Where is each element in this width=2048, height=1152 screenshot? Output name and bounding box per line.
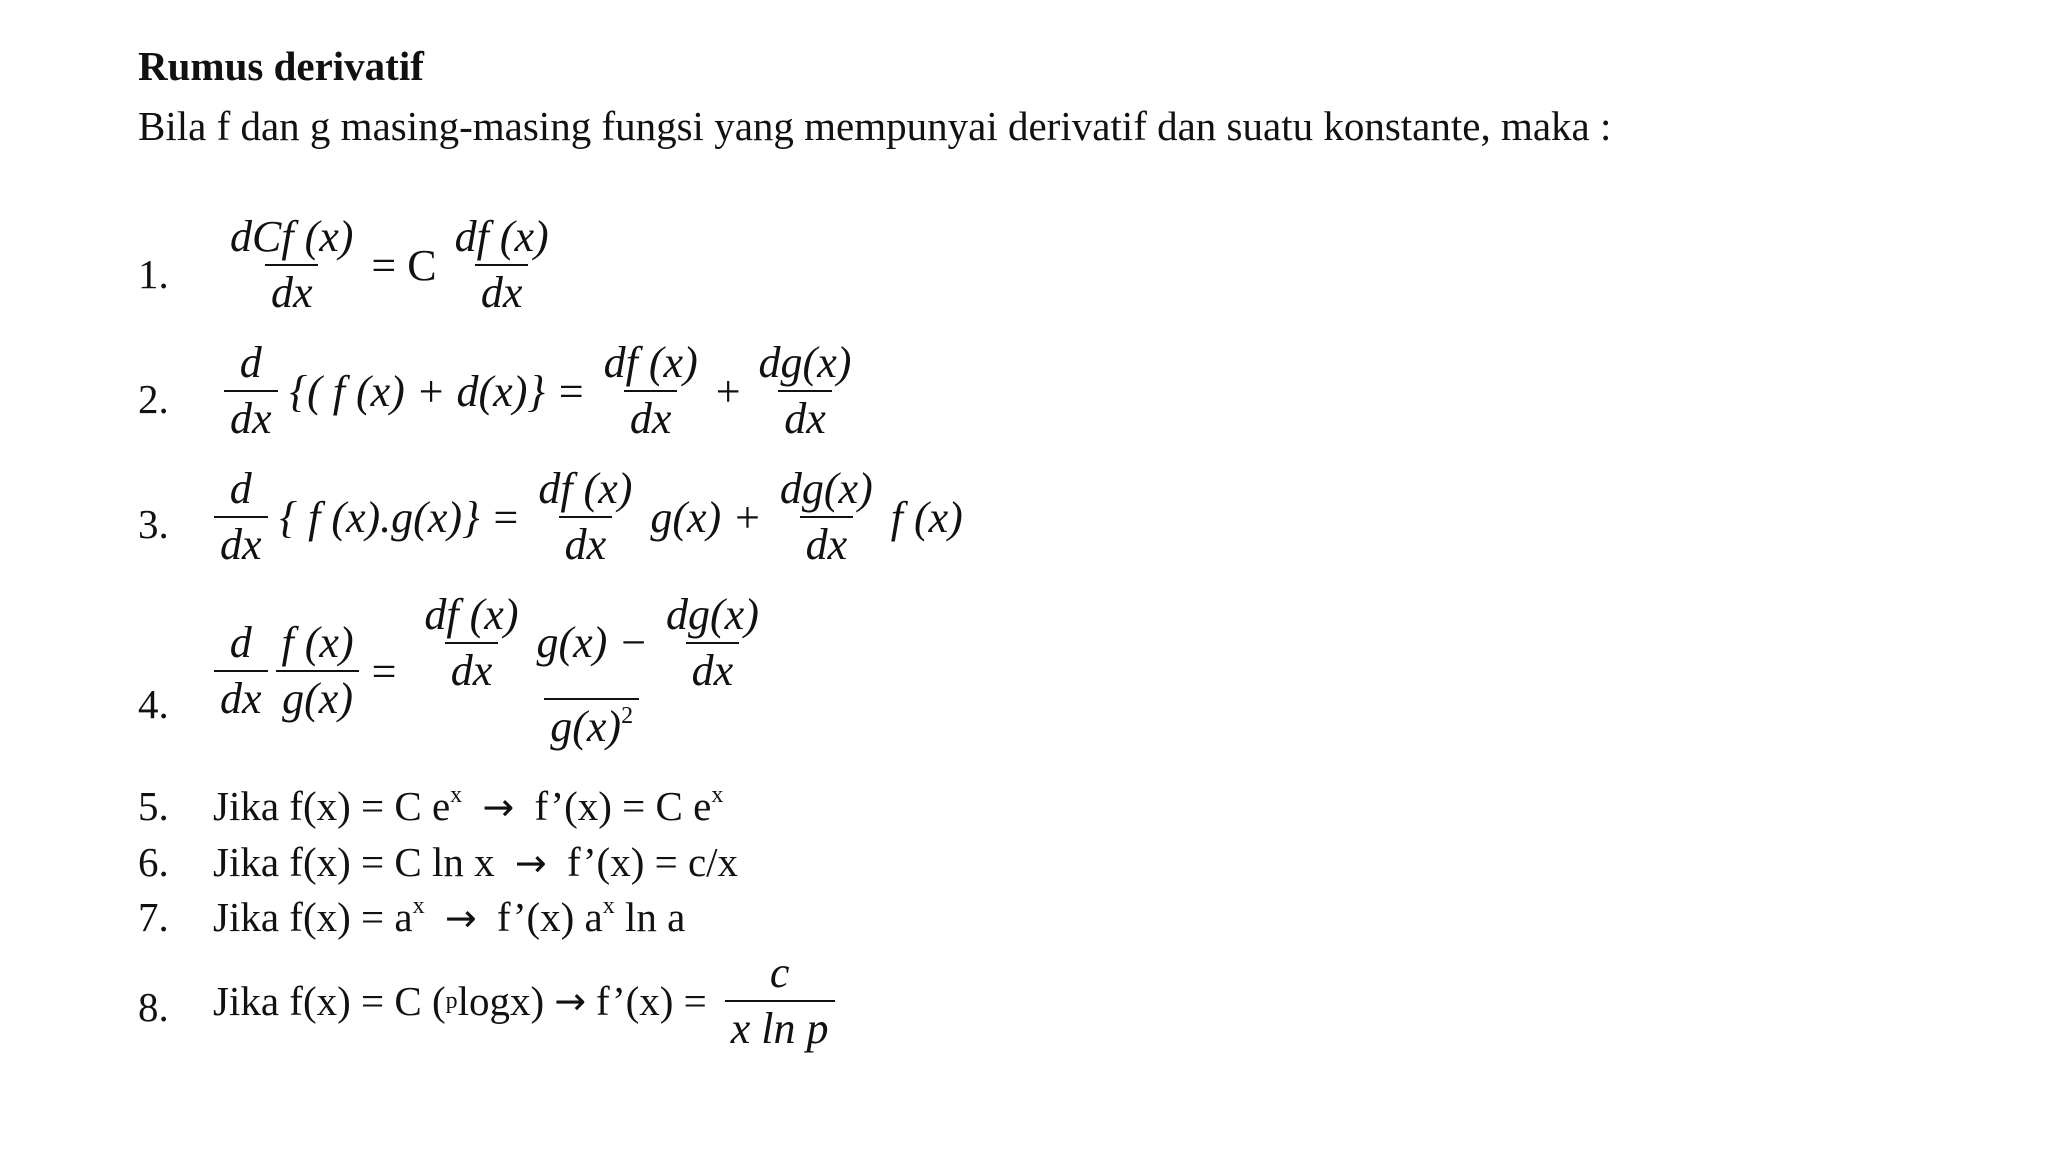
rule-7: Jika $f(x) = a^x$ → f’(x) $a^x$ ln a — [213, 893, 686, 940]
intro-paragraph: Bila f dan g masing-masing fungsi yang mempunyai derivatif dan suatu konstante, maka : — [138, 103, 1612, 149]
item-number-5: 5. — [138, 783, 169, 829]
formula-4: $\frac{d}{dx}$ $\frac{f (x)}{g(x)}$ = $\frac{df (x)}{dx}$ g(x) − $\frac{dg(x)}{dx}$ $g(x)^2$ — [210, 592, 779, 751]
item-number-2: 2. — [138, 376, 169, 422]
fraction: $\frac{d}{dx}$ — [214, 620, 268, 722]
fraction: $\frac{c}{\text{x ln p}}$ — [725, 950, 835, 1052]
item-number-7: 7. — [138, 894, 169, 940]
item-number-1: 1. — [138, 251, 169, 297]
formula-2: $\frac{d}{dx}$ {( f (x) + d(x)} = $\frac{df (x)}{dx}$ + $\frac{dg(x)}{dx}$ — [220, 340, 861, 442]
item-number-6: 6. — [138, 839, 169, 885]
arrow-right-icon: → — [444, 896, 477, 940]
formula-3: $\frac{d}{dx}$ { f (x).g(x)} = $\frac{df (x)}{dx}$ g(x) + $\frac{dg(x)}{dx}$ f (x) — [210, 466, 971, 568]
page-title: Rumus derivatif — [138, 43, 424, 89]
arrow-right-icon: → — [554, 979, 587, 1024]
fraction: $\frac{df (x)}{dx}$ — [454, 212, 549, 318]
fraction: $\frac{d}{dx}$ — [224, 340, 278, 442]
item-number-4: 4. — [138, 681, 169, 727]
fraction: $\frac{df (x)}{dx}$ — [603, 338, 698, 444]
formula-1: $\frac{\text{dCf (x)}}{dx}$ = C $\frac{df (x)}{dx}$ — [220, 214, 559, 316]
fraction: $\frac{dg(x)}{dx}$ — [779, 464, 873, 570]
rule-8: Jika f(x) = C ( p logx) → f’(x) = $\frac{c}{\text{x ln p}}$ — [213, 950, 839, 1052]
fraction: $\frac{dg(x)}{dx}$ — [666, 590, 759, 696]
fraction: $\frac{\text{dCf (x)}}{dx}$ — [230, 212, 354, 318]
item-number-8: 8. — [138, 984, 169, 1030]
rule-6: Jika f(x) = C ln x → f’(x) = c/x — [213, 839, 739, 885]
rule-5: Jika f(x) = C $e^x$ → f’(x) = C $e^x$ — [213, 782, 724, 829]
arrow-right-icon: → — [514, 841, 547, 885]
fraction: $\frac{df (x)}{dx}$ — [538, 464, 633, 570]
fraction: $\frac{df (x)}{dx}$ — [424, 590, 519, 696]
big-fraction: $\frac{df (x)}{dx}$ g(x) − $\frac{dg(x)}{dx}$ $g(x)^2$ — [408, 592, 774, 751]
arrow-right-icon: → — [482, 785, 515, 829]
fraction: $\frac{d}{dx}$ — [214, 466, 268, 568]
item-number-3: 3. — [138, 501, 169, 547]
fraction: $\frac{dg(x)}{dx}$ — [758, 338, 852, 444]
fraction: $\frac{f (x)}{g(x)}$ — [276, 620, 360, 722]
